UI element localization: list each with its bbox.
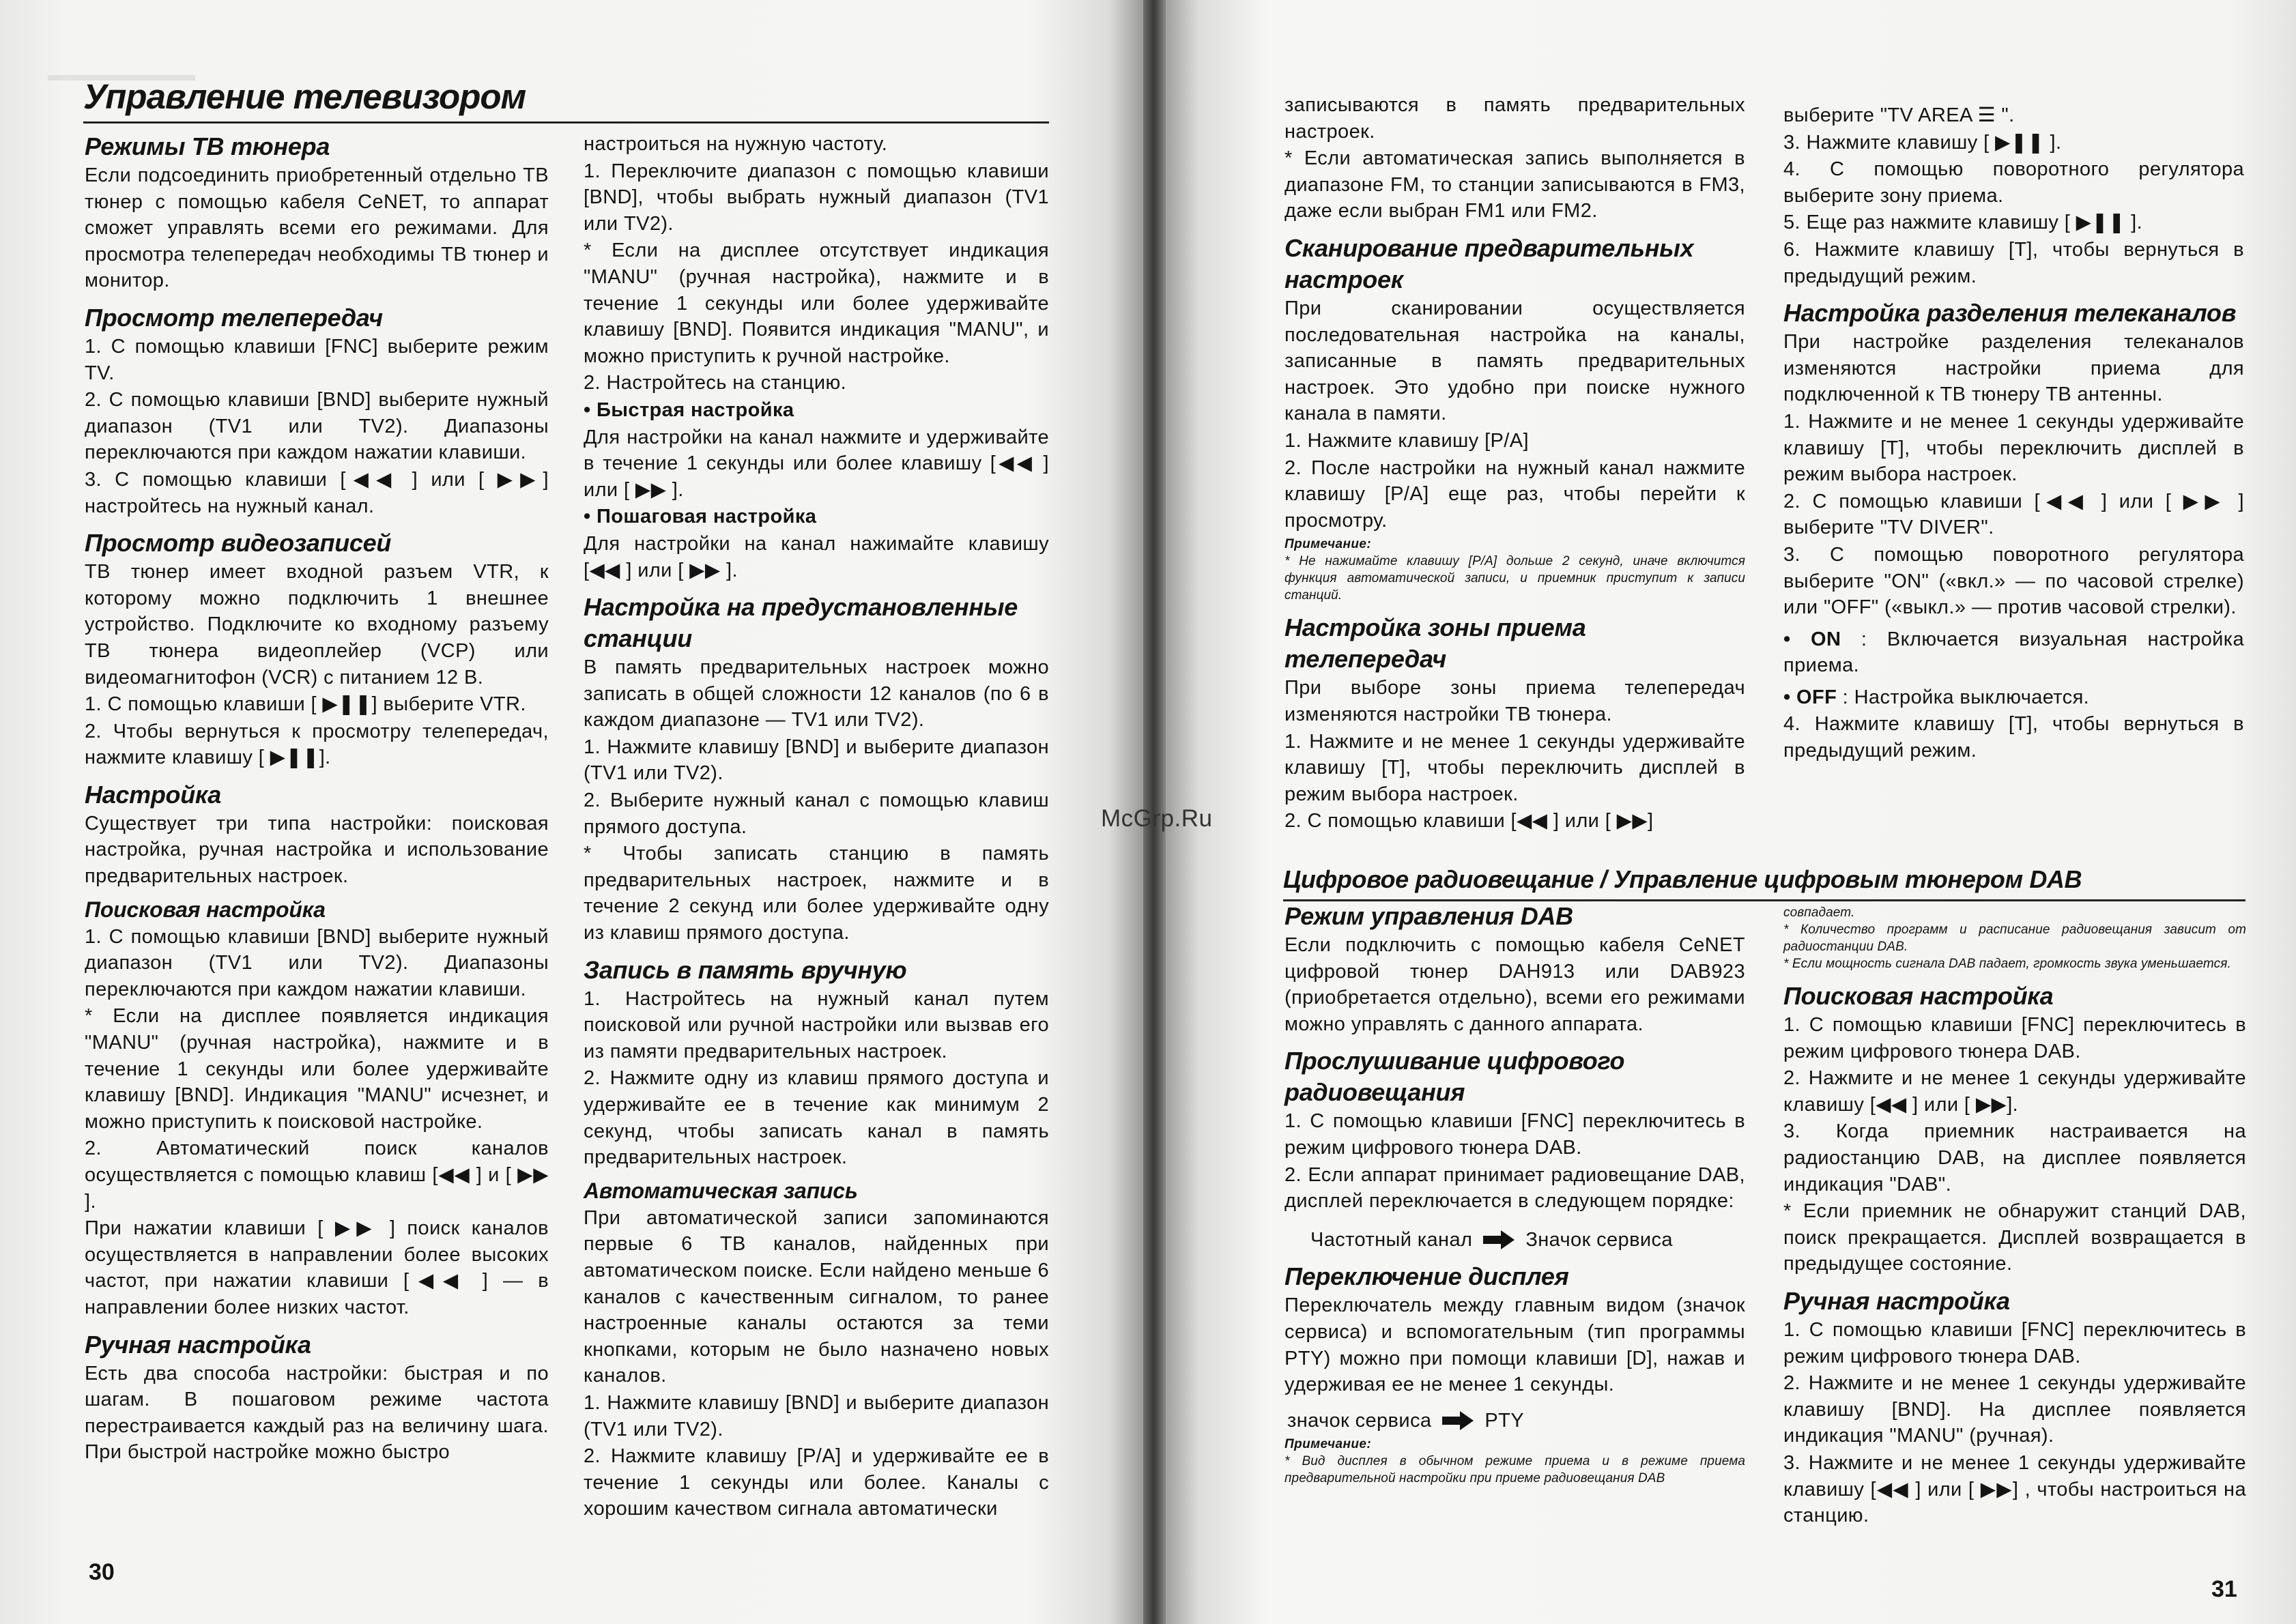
paragraph: В память предварительных настроек можно записать в общей сложности 12 каналов (по 6 в каждом диапазоне — TV1 или TV2).: [584, 656, 1049, 731]
paragraph: 3. С помощью поворотного регулятора выберите "ON" («вкл.» — по часовой стрелке) или "OFF" («выкл.» — против часовой стрелки).: [1783, 543, 2244, 619]
paragraph: 2. Выберите нужный канал с помощью клавиш прямого доступа.: [584, 789, 1049, 838]
section-heading: Просмотр телепередач: [85, 303, 383, 332]
arrow-right-icon: [1441, 1410, 1475, 1432]
section-heading: Просмотр видеозаписей: [85, 529, 392, 557]
bullet-item: [1783, 626, 2244, 679]
section-heading: Настройка на предустановленные станции: [584, 593, 1018, 653]
paragraph: 1. Нажмите клавишу [BND] и выберите диапазон (TV1 или TV2).: [584, 1391, 1049, 1440]
paragraph: 3. С помощью клавиши [◀◀ ] или [ ▶▶] настройтесь на нужный канал.: [85, 468, 549, 517]
section-heading: Режим управления DAB: [1285, 902, 1573, 930]
note-label: Примечание:: [1285, 1437, 1372, 1452]
paragraph: 1. С помощью клавиши [FNC] переключитесь в режим цифрового тюнера DAB.: [1783, 1318, 2246, 1367]
paragraph: 1. С помощью клавиши [FNC] переключитесь в режим цифрового тюнера DAB.: [1783, 1014, 2246, 1062]
left-column-2: [584, 131, 1049, 1523]
note-text: * Не нажимайте клавишу [P/A] дольше 2 секунд, иначе включится функция автоматической записи, и приемник приступит к записи станций.: [1285, 554, 1745, 603]
subsection-heading: Поисковая настройка: [85, 897, 326, 922]
paragraph: ТВ тюнер имеет входной разъем VTR, к которому можно подключить 1 внешнее устройство. Подключите ко входному разъему ТВ тюнера видеоплейер (VCP) или видеомагнитофон (VCR) с питанием 12 В.: [85, 561, 549, 688]
paragraph: 1. Нажмите и не менее 1 секунды удерживайте клавишу [T], чтобы переключить дисплей в режим выбора настроек.: [1285, 730, 1745, 805]
paragraph: 1. С помощью клавиши [ ▶❚❚] выберите VTR.: [85, 693, 526, 716]
page-number-right: 31: [2211, 1576, 2237, 1602]
section-heading: Ручная настройка: [85, 1330, 311, 1359]
note-label: Примечание:: [1285, 537, 1372, 552]
paragraph: 2. Автоматический поиск каналов осуществляется с помощью клавиш [◀◀ ] и [ ▶▶ ].: [85, 1137, 549, 1213]
section-heading: Настройка разделения телеканалов: [1783, 299, 2237, 328]
flow-end-label: Значок сервиса: [1525, 1228, 1673, 1251]
paragraph: 1. Переключите диапазон с помощью клавиши [BND], чтобы выбрать нужный диапазон (TV1 или TV2).: [584, 160, 1049, 235]
bullet-heading: • Быстрая настройка: [584, 398, 794, 421]
display-toggle-diagram: [1287, 1408, 1745, 1434]
section-heading: Сканирование предварительных настроек: [1285, 233, 1694, 293]
paragraph: выберите "TV AREA ☰ ".: [1783, 104, 2015, 126]
paragraph: При автоматической записи запоминаются первые 6 ТВ каналов, найденных при автоматическом поиске. Если найдено меньше 6 каналов с качественным сигналом, то ранее настроенные каналы остаются за теми кнопками, которым не было назначено новых каналов.: [584, 1206, 1049, 1387]
right-column-3: [1285, 901, 1745, 1487]
paragraph: 2. Нажмите одну из клавиш прямого доступа и удерживайте ее в течение как минимум 2 секунд, чтобы записать канал в память предварительных настроек.: [584, 1067, 1049, 1169]
right-column-2: [1783, 102, 2244, 765]
paragraph: * Если приемник не обнаружит станций DAB, поиск прекращается. Дисплей возвращается в предыдущее состояние.: [1783, 1200, 2246, 1275]
paragraph: 2. Нажмите и не менее 1 секунды удерживайте клавишу [◀◀ ] или [ ▶▶].: [1783, 1067, 2246, 1116]
paragraph: 1. Нажмите клавишу [BND] и выберите диапазон (TV1 или TV2).: [584, 736, 1049, 785]
paragraph: 2. Настройтесь на станцию.: [584, 372, 847, 394]
paragraph: 1. С помощью клавиши [FNC] выберите режим TV.: [85, 335, 549, 384]
arrow-right-icon: [1482, 1229, 1516, 1251]
flow-start-label: значок сервиса: [1287, 1409, 1432, 1432]
paragraph: При настройке разделения телеканалов изменяются настройки приема для подключенной к ТВ тюнеру ТВ антенны.: [1783, 331, 2244, 406]
paragraph: 2. С помощью клавиши [◀◀ ] или [ ▶▶ ] выберите "TV DIVER".: [1783, 490, 2244, 539]
paragraph: Есть два способа настройки: быстрая и по шагам. В пошаговом режиме частота перестраивается каждый раз на величину шага. При быстрой настройке можно быстро: [85, 1362, 549, 1464]
paragraph: Существует три типа настройки: поисковая настройка, ручная настройка и использование предварительных настроек.: [85, 812, 549, 888]
section-title-dab: Цифровое радиовещание / Управление цифровым тюнером DAB: [1283, 865, 2082, 893]
paragraph: 2. Если аппарат принимает радиовещание DAB, дисплей переключается в следующем порядке:: [1285, 1163, 1745, 1213]
paragraph: 2. С помощью клавиши [BND] выберите нужный диапазон (TV1 или TV2). Диапазоны переключаются при каждом нажатии клавиши.: [85, 389, 549, 464]
paragraph: 2. С помощью клавиши [◀◀ ] или [ ▶▶]: [1285, 810, 1654, 832]
paragraph: 2. Чтобы вернуться к просмотру телепередач, нажмите клавишу [ ▶❚❚].: [85, 720, 549, 769]
flow-end-label: PTY: [1484, 1409, 1524, 1432]
bleed-through-text: ▬▬▬▬▬▬▬▬: [48, 64, 195, 85]
paragraph: При выборе зоны приема телепередач изменяются настройки ТВ тюнера.: [1285, 677, 1745, 725]
paragraph: 1. Настройтесь на нужный канал путем поисковой или ручной настройки или вызвав его из памяти предварительных настроек.: [584, 987, 1049, 1062]
paragraph: 1. Нажмите клавишу [P/A]: [1285, 429, 1529, 452]
paragraph: * Если автоматическая запись выполняется в диапазоне FM, то станции записываются в FM3, даже если выбран FM1 или FM2.: [1285, 147, 1745, 222]
paragraph: 1. С помощью клавиши [FNC] переключитесь в режим цифрового тюнера DAB.: [1285, 1110, 1745, 1159]
flow-start-label: Частотный канал: [1310, 1228, 1473, 1251]
paragraph: 5. Еще раз нажмите клавишу [ ▶❚❚ ].: [1783, 212, 2143, 234]
right-column-4: [1783, 904, 2246, 1530]
note-text: * Количество программ и расписание радиовещания зависит от радиостанции DAB.: [1783, 923, 2246, 954]
bullet-item: [1783, 684, 2244, 711]
paragraph: 2. Нажмите и не менее 1 секунды удерживайте клавишу [BND]. На дисплее появляется индикация "MANU" (ручная).: [1783, 1372, 2246, 1447]
paragraph: 2. Нажмите клавишу [P/A] и удерживайте ее в течение 1 секунды или более. Каналы с хорошим качеством сигнала автоматически: [584, 1445, 1049, 1520]
paragraph: Если подсоединить приобретенный отдельно ТВ тюнер с помощью кабеля CeNET, то аппарат сможет управлять всеми его режимами. Для просмотра телепередач необходимы ТВ тюнер и монитор.: [85, 164, 549, 292]
paragraph: Для настройки на канал нажмите и удерживайте в течение 1 секунды или более клавишу [◀◀ ] или [ ▶▶ ].: [584, 426, 1049, 501]
paragraph: Если подключить с помощью кабеля CeNET цифровой тюнер DAH913 или DAB923 (приобретается отдельно), всеми его режимами можно управлять с данного аппарата.: [1285, 934, 1745, 1035]
paragraph: записываются в память предварительных настроек.: [1285, 94, 1745, 143]
watermark: McGrp.Ru: [1101, 805, 1213, 832]
subsection-heading: Автоматическая запись: [584, 1178, 858, 1203]
note-text: * Если мощность сигнала DAB падает, громкость звука уменьшается.: [1783, 957, 2231, 971]
right-column-1: [1285, 92, 1745, 835]
section-heading: Прослушивание цифрового радиовещания: [1285, 1047, 1625, 1107]
left-column-1: [85, 131, 549, 1466]
section-heading: Настройка зоны приема телепередач: [1285, 613, 1586, 673]
paragraph: 1. Нажмите и не менее 1 секунды удерживайте клавишу [T], чтобы переключить дисплей в режим выбора настроек.: [1783, 410, 2244, 486]
paragraph: 1. С помощью клавиши [BND] выберите нужный диапазон (TV1 или TV2). Диапазоны переключаются при каждом нажатии клавиши.: [85, 925, 549, 1000]
page-number-left: 30: [89, 1559, 115, 1585]
bullet-text: : Настройка выключается.: [1842, 686, 2090, 708]
section-heading: Поисковая настройка: [1783, 982, 2054, 1010]
paragraph: настроиться на нужную частоту.: [584, 133, 888, 155]
paragraph: * Если на дисплее отсутствует индикация "MANU" (ручная настройка), нажмите и в течение 1 секунды или более удерживайте клавишу [BND]. Появится индикация "MANU", и можно приступить к ручной настройке.: [584, 240, 1049, 367]
paragraph: 3. Когда приемник настраивается на радиостанцию DAB, на дисплее появляется индикация "DAB".: [1783, 1120, 2246, 1195]
note-text: совпадает.: [1783, 905, 1855, 920]
section-heading: Переключение дисплея: [1285, 1262, 1569, 1291]
bullet-heading: • Пошаговая настройка: [584, 506, 817, 528]
paragraph: 4. С помощью поворотного регулятора выберите зону приема.: [1783, 158, 2244, 207]
bullet-key: • OFF: [1783, 686, 1837, 708]
page-title: Управление телевизором: [83, 77, 526, 116]
section-heading: Запись в память вручную: [584, 955, 907, 984]
bullet-key: • ON: [1783, 628, 1841, 650]
paragraph: 3. Нажмите и не менее 1 секунды удерживайте клавишу [◀◀ ] или [ ▶▶] , чтобы настроиться на станцию.: [1783, 1451, 2246, 1527]
paragraph: Для настройки на канал нажимайте клавишу [◀◀ ] или [ ▶▶ ].: [584, 532, 1049, 581]
paragraph: 6. Нажмите клавишу [T], чтобы вернуться в предыдущий режим.: [1783, 238, 2244, 287]
bullet-text: : Включается визуальная настройка приема.: [1783, 628, 2244, 677]
title-rule: [83, 121, 1049, 124]
paragraph: При нажатии клавиши [ ▶▶ ] поиск каналов осуществляется в направлении более высоких частот, при нажатии клавиши [◀◀ ] — в направлении более низких частот.: [85, 1217, 549, 1318]
display-order-diagram: [1310, 1227, 1745, 1253]
paragraph: 4. Нажмите клавишу [T], чтобы вернуться в предыдущий режим.: [1783, 713, 2244, 762]
section-heading: Настройка: [85, 780, 222, 809]
paragraph: 2. После настройки на нужный канал нажмите клавишу [P/A] еще раз, чтобы перейти к просмотру.: [1285, 456, 1745, 532]
note-text: * Вид дисплея в обычном режиме приема и в режиме приема предварительной настройки при приеме радиовещания DAB: [1285, 1454, 1745, 1486]
paragraph: При сканировании осуществляется последовательная настройка на каналы, записанные в память предварительных настроек. Это удобно при поиске нужного канала в памяти.: [1285, 297, 1745, 425]
paragraph: 3. Нажмите клавишу [ ▶❚❚ ].: [1783, 131, 2062, 154]
paragraph: Переключатель между главным видом (значок сервиса) и вспомогательным (тип программы PTY) можно при помощи клавиши [D], нажав и удерживая ее не менее 1 секунды.: [1285, 1294, 1745, 1396]
paragraph: * Если на дисплее появляется индикация "MANU" (ручная настройка), нажмите и в течение 1 секунды или более удерживайте клавишу [BND]. Индикация "MANU" исчезнет, и можно приступить к поисковой настройке.: [85, 1005, 549, 1133]
section-heading: Ручная настройка: [1783, 1286, 2010, 1315]
section-heading: Режимы ТВ тюнера: [85, 132, 330, 160]
paragraph: * Чтобы записать станцию в память предварительных настроек, нажмите и в течение 2 секунд или более удерживайте одну из клавиш прямого доступа.: [584, 843, 1049, 944]
